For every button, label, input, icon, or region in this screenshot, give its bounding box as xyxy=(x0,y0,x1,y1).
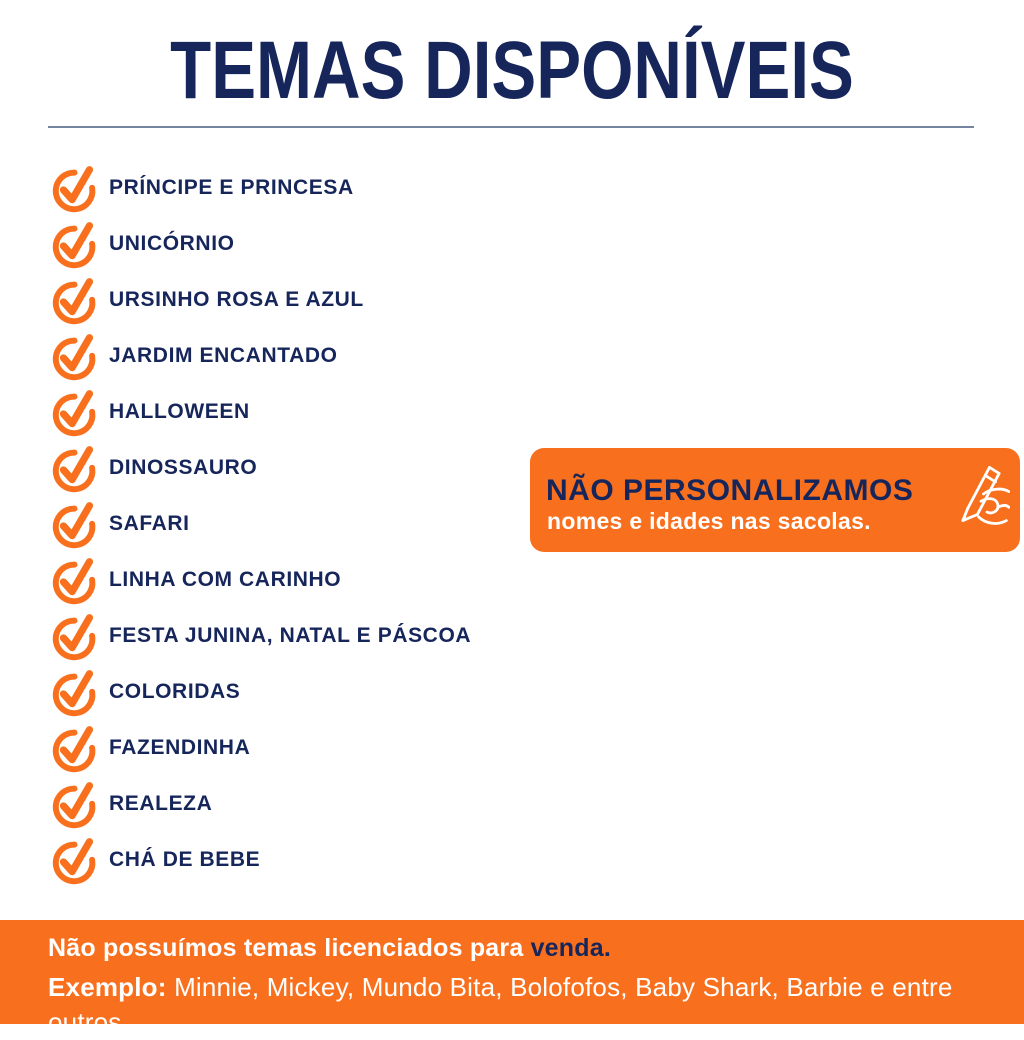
theme-label: DINOSSAURO xyxy=(109,456,258,479)
footer-line1-text: Não possuímos temas licenciados para xyxy=(48,934,531,962)
check-circle-icon xyxy=(50,835,102,887)
theme-label: HALLOWEEN xyxy=(109,400,250,423)
theme-label: JARDIM ENCANTADO xyxy=(109,344,338,367)
check-circle-icon xyxy=(50,387,102,439)
theme-label: SAFARI xyxy=(109,512,190,535)
check-circle-icon xyxy=(50,555,102,607)
check-circle-icon xyxy=(50,443,102,495)
check-circle-icon xyxy=(50,499,102,551)
check-circle-icon xyxy=(50,723,102,775)
hand-writing-pencil-icon xyxy=(952,456,1010,544)
theme-label: COLORIDAS xyxy=(109,680,241,703)
check-circle-icon xyxy=(50,331,102,383)
theme-label: CHÁ DE BEBE xyxy=(109,848,261,871)
theme-list-item xyxy=(50,385,471,441)
theme-list-item xyxy=(50,833,471,889)
theme-list-item xyxy=(50,441,471,497)
theme-list-item xyxy=(50,665,471,721)
check-circle-icon xyxy=(50,611,102,663)
check-circle-icon xyxy=(50,779,102,831)
check-circle-icon xyxy=(50,219,102,271)
page-title: TEMAS DISPONÍVEIS xyxy=(170,25,854,116)
check-circle-icon xyxy=(50,667,102,719)
banner-title: NÃO PERSONALIZAMOS xyxy=(546,474,914,507)
check-circle-icon xyxy=(50,163,102,215)
footer-bar xyxy=(0,920,1024,1037)
no-personalization-banner xyxy=(530,448,1020,552)
theme-list-item xyxy=(50,273,471,329)
theme-list-item xyxy=(50,721,471,777)
banner-subtitle: nomes e idades nas sacolas. xyxy=(547,508,871,534)
theme-label: FAZENDINHA xyxy=(109,736,251,759)
title-divider xyxy=(48,126,974,128)
theme-label: REALEZA xyxy=(109,792,213,815)
theme-list-item xyxy=(50,329,471,385)
footer-line1-highlight: venda. xyxy=(530,934,611,962)
theme-list-item xyxy=(50,217,471,273)
footer-example-line xyxy=(48,970,978,1040)
theme-label: PRÍNCIPE E PRINCESA xyxy=(109,176,354,199)
footer-example-text: Minnie, Mickey, Mundo Bita, Bolofofos, Baby Shark, Barbie e entre outros. xyxy=(48,971,953,1037)
theme-list-item xyxy=(50,553,471,609)
theme-list-item xyxy=(50,777,471,833)
footer-no-license-line xyxy=(48,932,978,965)
theme-list-item xyxy=(50,161,471,217)
footer-example-label: Exemplo: xyxy=(48,971,167,1002)
theme-label: LINHA COM CARINHO xyxy=(109,568,342,591)
check-circle-icon xyxy=(50,275,102,327)
theme-label: FESTA JUNINA, NATAL E PÁSCOA xyxy=(109,624,472,647)
theme-list xyxy=(50,161,471,889)
theme-label: URSINHO ROSA E AZUL xyxy=(109,288,364,311)
theme-list-item xyxy=(50,497,471,553)
theme-label: UNICÓRNIO xyxy=(109,232,235,255)
theme-list-item xyxy=(50,609,471,665)
